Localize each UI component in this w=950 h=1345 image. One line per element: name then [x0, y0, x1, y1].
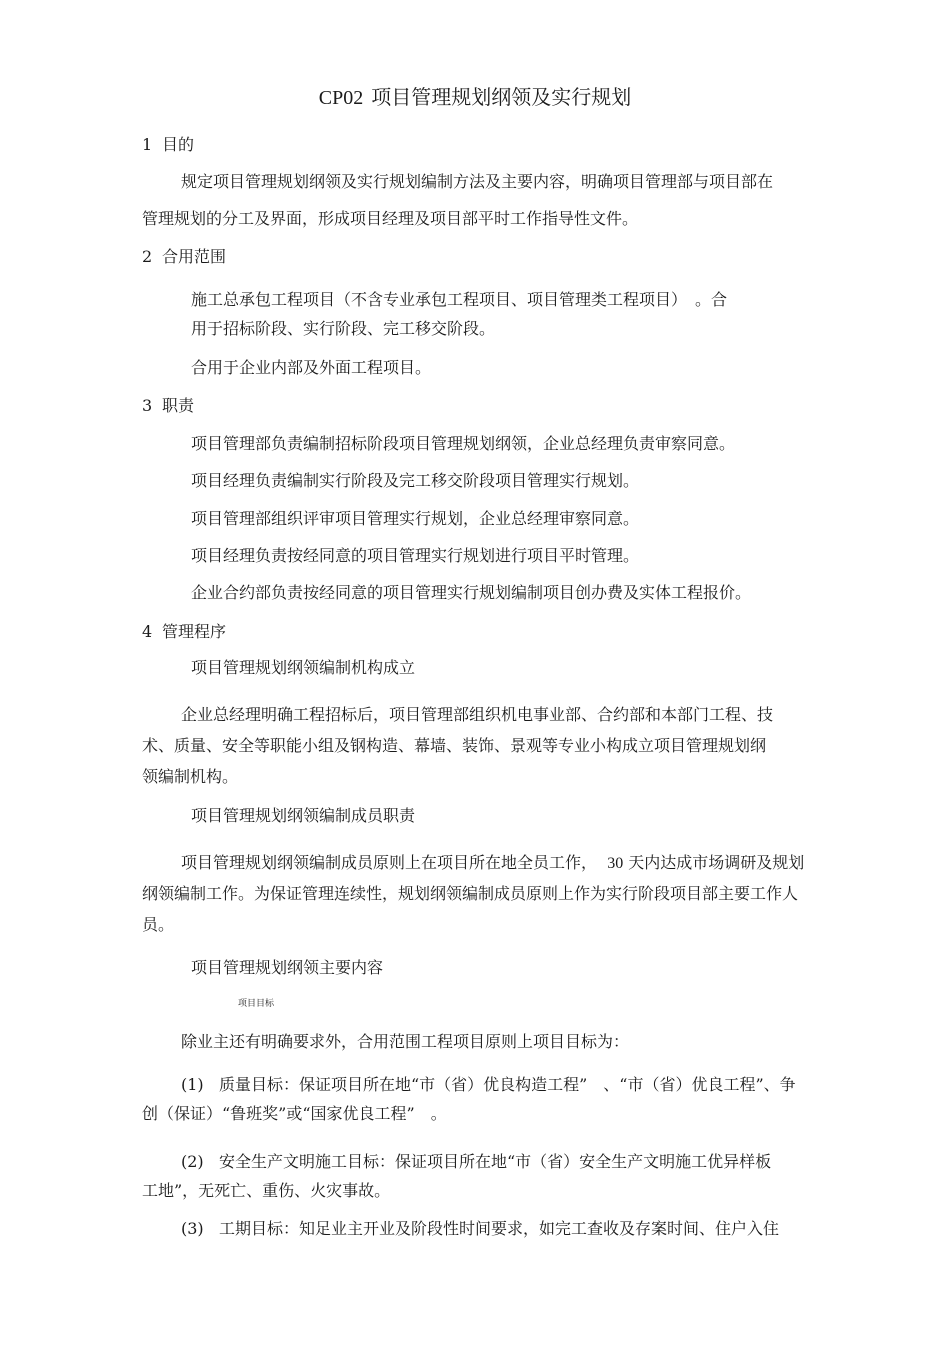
s4-paragraph-line: 企业总经理明确工程招标后，项目管理部组织机电事业部、合约部和本部门工程、技 — [181, 705, 774, 724]
subsection-heading: 项目管理规划纲领编制成员职责 — [191, 806, 416, 825]
section-number: 3 — [142, 396, 153, 415]
document-code: CP02 — [318, 87, 364, 109]
section-1-heading — [142, 135, 194, 155]
minor-heading-label: 项目目标 — [238, 999, 275, 1009]
responsibility-item: 项目管理部负责编制招标阶段项目管理规划纲领，企业总经理负责审察同意。 — [191, 434, 736, 453]
goal-text: 工期目标：知足业主开业及阶段性时间要求，如完工查收及存案时间、住户入住 — [218, 1219, 779, 1238]
s4-paragraph-line: 领编制机构。 — [142, 767, 239, 786]
s4-paragraph-line: 术、质量、安全等职能小组及钢构造、幕墙、装饰、景观等专业小构成立项目管理规划纲 — [142, 736, 767, 755]
goal-number: (1) — [181, 1075, 204, 1094]
section-title: 职责 — [162, 396, 195, 415]
responsibility-item: 企业合约部负责按经同意的项目管理实行规划编制项目创办费及实体工程报价。 — [191, 583, 752, 602]
s4-line-text: 项目管理规划纲领编制成员原则上在项目所在地全员工作， — [181, 853, 598, 872]
document-title — [0, 84, 950, 111]
goal-continuation: 创（保证）“鲁班奖”或“国家优良工程” 。 — [142, 1104, 447, 1123]
section-number: 4 — [142, 622, 153, 641]
s1-paragraph-line: 管理规划的分工及界面，形成项目经理及项目部平时工作指导性文件。 — [142, 209, 639, 228]
goal-number: (2) — [181, 1152, 204, 1171]
s4-paragraph-line: 除业主还有明确要求外，合用范围工程项目原则上项目目标为： — [181, 1032, 630, 1051]
responsibility-item: 项目经理负责按经同意的项目管理实行规划进行项目平时管理。 — [191, 546, 640, 565]
subsection-heading: 项目管理规划纲领编制机构成立 — [191, 658, 416, 677]
s2-paragraph-line: 用于招标阶段、实行阶段、完工移交阶段。 — [191, 319, 496, 338]
goal-continuation: 工地”，无死亡、重伤、火灾事故。 — [142, 1181, 391, 1200]
section-2-heading — [142, 247, 226, 267]
section-title: 目的 — [162, 135, 195, 154]
section-4-heading — [142, 622, 226, 642]
s4-paragraph-line: 员。 — [142, 915, 175, 934]
goal-item — [181, 1152, 771, 1172]
goal-number: (3) — [181, 1219, 204, 1238]
s2-paragraph-line: 施工总承包工程项目（不含专业承包工程项目、项目管理类工程项目） 。合 — [191, 290, 728, 309]
document-title-text: 项目管理规划纲领及实行规划 — [371, 85, 632, 109]
section-number: 2 — [142, 247, 153, 266]
s1-paragraph-line: 规定项目管理规划纲领及实行规划编制方法及主要内容，明确项目管理部与项目部在 — [181, 172, 774, 191]
goal-text: 质量目标：保证项目所在地“市（省）优良构造工程” 、“市（省）优良工程”、争 — [218, 1075, 796, 1094]
section-3-heading — [142, 396, 194, 416]
goal-text: 安全生产文明施工目标：保证项目所在地“市（省）安全生产文明施工优异样板 — [218, 1152, 772, 1171]
section-number: 1 — [142, 135, 153, 154]
subsection-heading: 项目管理规划纲领主要内容 — [191, 958, 384, 977]
responsibility-item: 项目管理部组织评审项目管理实行规划，企业总经理审察同意。 — [191, 509, 640, 528]
goal-item — [181, 1219, 779, 1239]
days-number: 30 — [607, 855, 624, 872]
goal-item — [181, 1075, 796, 1095]
section-title: 管理程序 — [162, 622, 227, 641]
s4-line-text: 天内达成市场调研及规划 — [628, 853, 805, 872]
responsibility-item: 项目经理负责编制实行阶段及完工移交阶段项目管理实行规划。 — [191, 471, 640, 490]
s4-paragraph-line — [181, 853, 804, 874]
s4-paragraph-line: 纲领编制工作。为保证管理连续性，规划纲领编制成员原则上作为实行阶段项目部主要工作人 — [142, 884, 799, 903]
s2-paragraph: 合用于企业内部及外面工程项目。 — [191, 358, 432, 377]
section-title: 合用范围 — [162, 247, 227, 266]
